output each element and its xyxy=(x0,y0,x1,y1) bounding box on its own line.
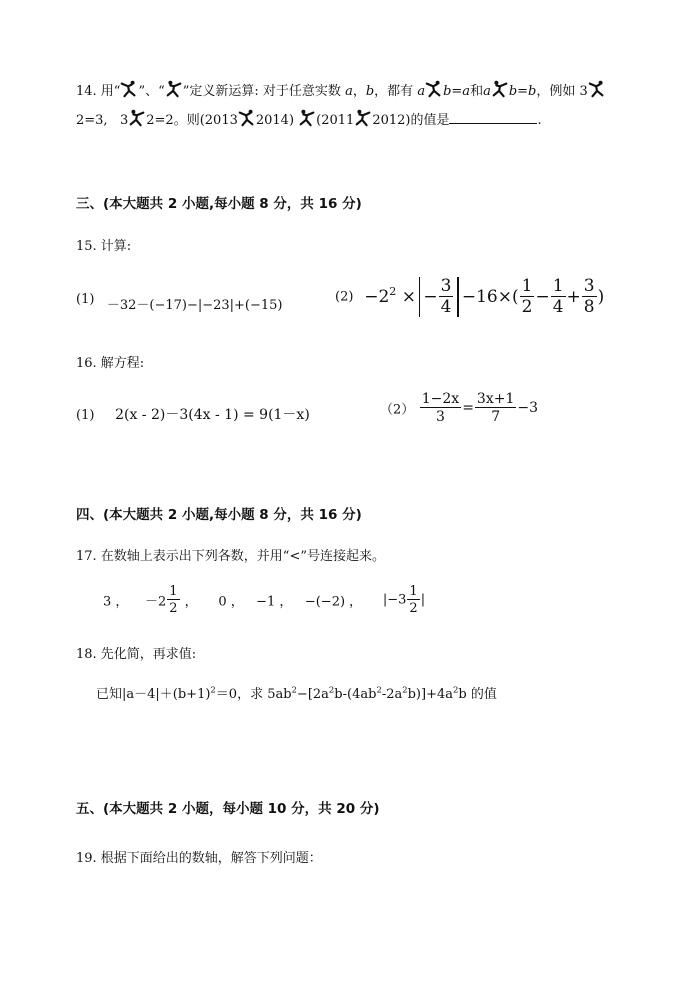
fraction-1-2: $\frac{1}{2}$ xyxy=(521,276,533,317)
fraction-3-4: $\frac{3}{4}$ xyxy=(440,276,452,317)
operator-a-icon xyxy=(238,109,256,127)
fraction-1-4: $\frac{1}{4}$ xyxy=(552,276,564,317)
q18-expression: 已知$|a-4|+(b+1)^2=0$，求 $5ab^2-[2a^2b-(4ab^2-2a^2b)]+4a^2b$ 的值 xyxy=(96,684,497,702)
operator-b-icon xyxy=(165,80,183,98)
q17-label: 17. 在数轴上表示出下列各数，并用“<”号连接起来。 xyxy=(76,549,385,564)
q15-part1: (1) －32－(−17)−|−23|+(−15) xyxy=(76,292,283,313)
q14-line1: 14. 用“ ”、“ ”定义新运算: 对于任意实数 a，b，都有 a b=a和a b=b，例如 3 xyxy=(76,80,606,99)
q15-label: 15. 计算: xyxy=(76,239,132,254)
fraction-right: $\frac{3x+1}{7}$ xyxy=(476,391,515,425)
section-4-heading: 四、(本大题共 2 小题,每小题 8 分，共 16 分) xyxy=(76,507,362,523)
q19-label: 19. 根据下面给出的数轴，解答下列问题： xyxy=(76,851,322,866)
operator-b-icon xyxy=(128,109,146,127)
operator-b-icon xyxy=(491,80,509,98)
section-5-heading: 五、(本大题共 2 小题，每小题 10 分，共 20 分) xyxy=(76,801,380,817)
answer-blank xyxy=(449,111,537,124)
q15-part2: $(2) -2^2$ × − $\frac{3}{4}$ −16×( $\frac{1}{2}$ − $\frac{1}{4}$ + $\frac{3}{8}$ ) xyxy=(335,276,605,317)
operator-a-icon xyxy=(120,80,138,98)
fraction-3-8: $\frac{3}{8}$ xyxy=(583,276,595,317)
section-3-heading: 三、(本大题共 2 小题,每小题 8 分，共 16 分) xyxy=(76,196,362,212)
q14-line2: 2=3, 3 2=2。则(2013 2014) (2011 2012)的值是 . xyxy=(76,109,542,128)
fraction-left: $\frac{1-2x}{3}$ xyxy=(421,391,460,425)
q18-label: 18. 先化简，再求值: xyxy=(76,647,197,662)
operator-a-icon xyxy=(588,80,606,98)
operator-a-icon xyxy=(425,80,443,98)
q16-label: 16. 解方程: xyxy=(76,356,145,371)
fraction-one-half: $\frac{1}{2}$ xyxy=(169,584,178,616)
abs-bar-right xyxy=(457,277,458,317)
q16-part2: （2） $\frac{1-2x}{3}$ = $\frac{3x+1}{7}$ −3 xyxy=(380,391,539,425)
abs-bar-left xyxy=(419,277,420,317)
fraction-one-half: $\frac{1}{2}$ xyxy=(409,584,418,616)
operator-b-icon xyxy=(354,109,372,127)
q16-part1: (1) 2(x - 2)－3(4x - 1) = 9(1－x) xyxy=(76,407,310,423)
q17-numbers: 3 ， －2 $\frac{1}{2}$ ， 0 ， −1 ， −(−2) ， |−3 $\frac{1}{2}$ | xyxy=(103,584,426,616)
operator-b-icon xyxy=(298,109,316,127)
